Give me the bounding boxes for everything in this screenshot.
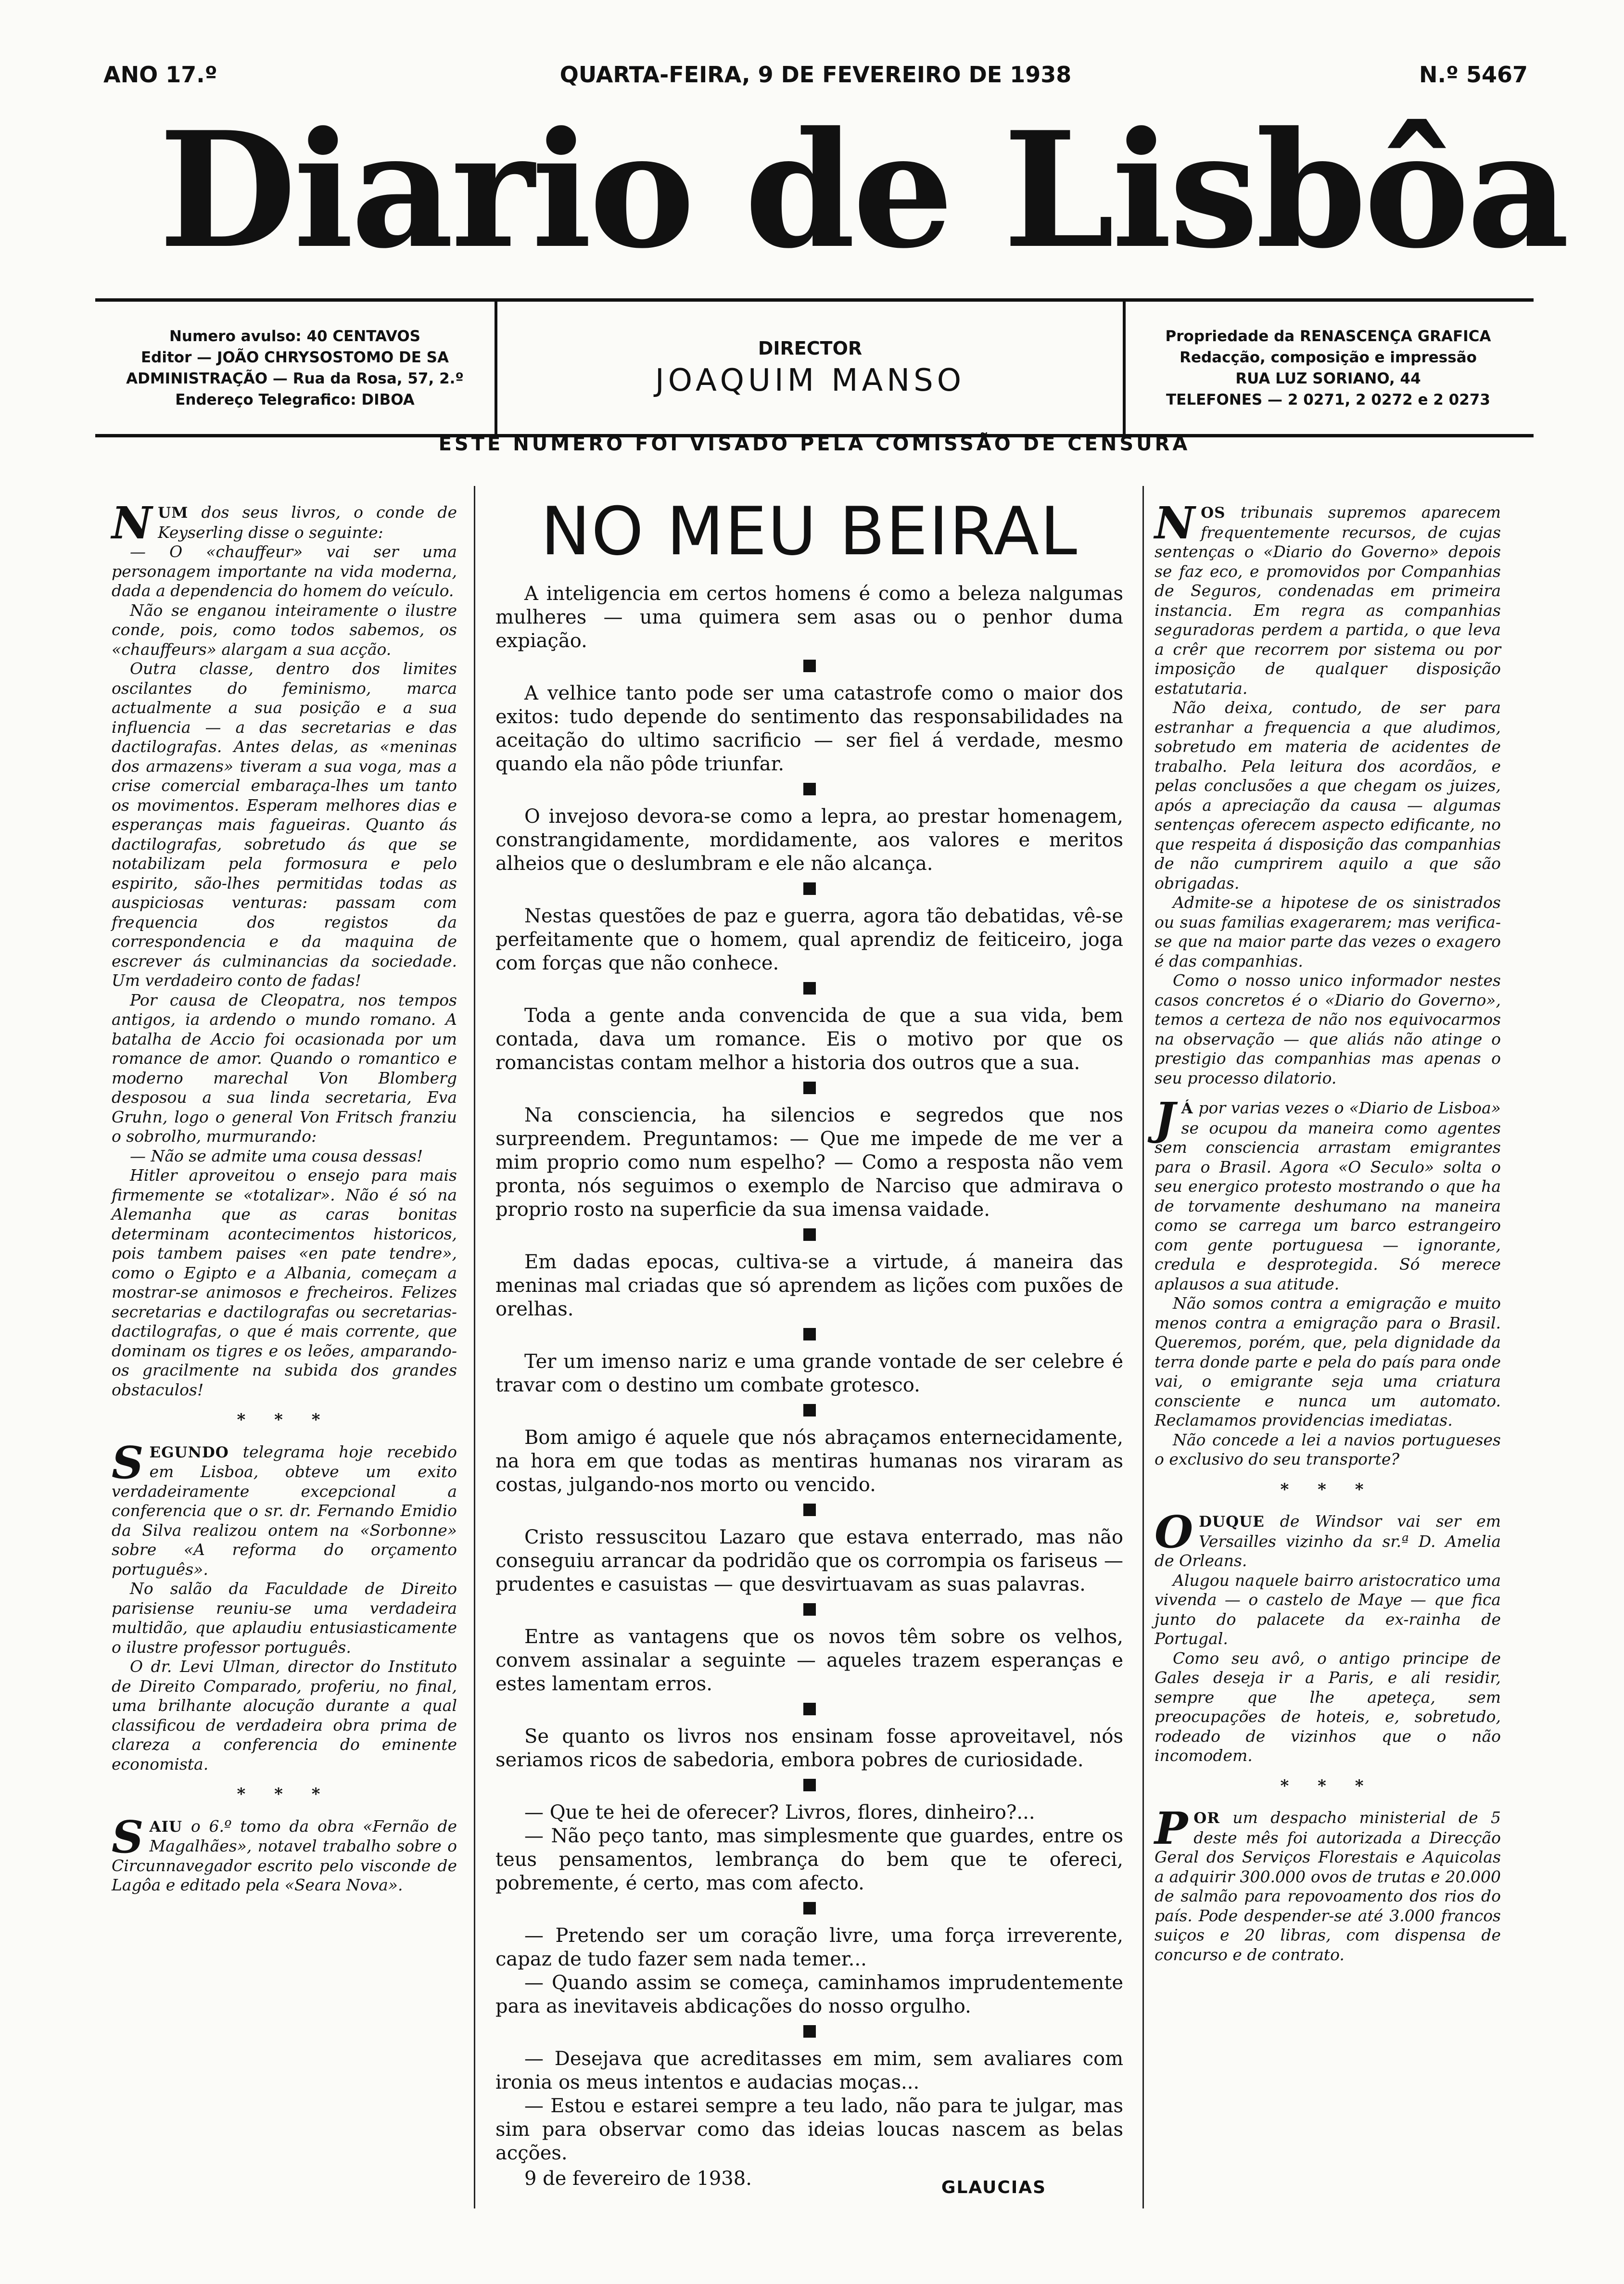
article-text: tribunais supremos aparecem frequentemente recursos, de cujas sentenças o «Diario do Governo» depois se faz eco, e promovidos por Companhias de Seguros, condenadas em primeira instancia. Em regra as companhias seguradoras perdem a partida, o que leva a crêr que recorrem por sistema ou por imposição de qualquer disposição estatutaria.: [1155, 503, 1501, 698]
square-separator: [803, 1404, 816, 1416]
production-line: Redacção, composição e impressão: [1180, 348, 1477, 366]
paragraph: O dr. Levi Ulman, director do Instituto de Direito Comparado, proferiu, no final, uma brilhante alocução durante a qual classificou de verdadeira obra prima de clareza a conferencia do eminente economista.: [112, 1657, 457, 1774]
lead-word: UM: [158, 504, 189, 522]
lead-word: AIU: [149, 1818, 183, 1836]
section-separator: * * *: [237, 1785, 332, 1804]
square-separator: [803, 1082, 816, 1094]
paragraph: — Não se admite uma cousa dessas!: [130, 1146, 423, 1165]
article-text: dos seus livros, o conde de Keyserling disse o seguinte:: [158, 503, 457, 542]
director-name: JOAQUIM MANSO: [655, 362, 965, 398]
phones-line: TELEFONES — 2 0271, 2 0272 e 2 0273: [1166, 391, 1490, 408]
censorship-notice: ESTE NUMERO FOI VISADO PELA COMISSÃO DE CENSURA: [438, 433, 1191, 455]
article-text: por varias vezes o «Diario de Lisboa» se ocupou da maneira como agentes sem consciencia arrastam emigrantes para o Brasil. Agora «O Seculo» solta o seu energico protesto mostrando o que ha de torvamente deshumano na maneira como se carrega um barco estrangeiro com gente portuguesa — ignorante, credula e desprotegida. Só merece aplausos a sua atitude.: [1155, 1098, 1501, 1293]
article-magalhaes: [112, 1811, 457, 1895]
article-trutas: [1155, 1802, 1501, 1965]
column-divider: [474, 486, 475, 2208]
left-column: [112, 497, 457, 1895]
paragraph: Admite-se a hipotese de os sinistrados ou suas familias exagerarem; mas verifica-se que na maior parte das vezes o exagero é das companhias.: [1155, 893, 1501, 970]
issue-date: QUARTA-FEIRA, 9 DE FEVEREIRO DE 1938: [559, 62, 1072, 88]
dialogue-line: — Pretendo ser um coração livre, uma força irreverente, capaz de tudo fazer sem nada temer...: [495, 1925, 1123, 1970]
dialogue-line: — Desejava que acreditasses em mim, sem avaliares com ironia os meus intentos e audacias moças...: [495, 2048, 1123, 2093]
square-separator: [803, 1603, 816, 1616]
administration-line: ADMINISTRAÇÃO — Rua da Rosa, 57, 2.º: [126, 370, 464, 387]
publisher-info-box: [1123, 302, 1534, 434]
paragraph: Como o nosso unico informador nestes casos concretos é o «Diario do Governo», temos a certeza de não nos equivocarmos na observação — que aliás não atinge o prestigio das companhias mas apenas o seu processo dilatorio.: [1155, 971, 1501, 1087]
lead-word: EGUNDO: [149, 1443, 229, 1461]
issue-number: N.º 5467: [1419, 62, 1528, 88]
drop-cap: N: [1155, 497, 1195, 549]
square-separator: [803, 1328, 816, 1340]
paragraph: Não se enganou inteiramente o ilustre conde, pois, como todos sabemos, os «chauffeurs» alargam a sua acção.: [112, 600, 457, 659]
article-windsor: [1155, 1506, 1501, 1766]
section-separator: * * *: [1280, 1480, 1375, 1499]
lead-word: OR: [1193, 1810, 1220, 1827]
paragraph: Não deixa, contudo, de ser para estranhar a frequencia a que aludimos, sobretudo em materia de acidentes de trabalho. Pela leitura dos acordãos, e pelas conclusões a que chegam os juizes, após a apreciação da causa — algumas sentenças oferecem aspecto edificante, no que respeita á disposição das companhias de não cumprirem aquilo a que são obrigadas.: [1155, 698, 1501, 893]
lead-word: Á: [1181, 1100, 1193, 1117]
article-sorbonne: [112, 1436, 457, 1774]
square-separator: [803, 982, 816, 995]
aphorism: Toda a gente anda convencida de que a sua vida, bem contada, dava um romance. Eis o motivo por que os romancistas contam melhor a historia dos outros que a sua.: [495, 1005, 1123, 1074]
square-separator: [803, 2025, 816, 2038]
masthead-info-bar: [95, 298, 1534, 437]
editor-line: Editor — JOÃO CHRYSOSTOMO DE SA: [140, 348, 449, 366]
ownership-line: Propriedade da RENASCENÇA GRAFICA: [1165, 327, 1491, 345]
paragraph: No salão da Faculdade de Direito parisiense reuniu-se uma verdadeira multidão, que aplaudiu entusiasticamente o ilustre professor português.: [112, 1579, 457, 1657]
square-separator: [803, 1504, 816, 1516]
aphorism: Ter um imenso nariz e uma grande vontade de ser celebre é travar com o destino um combate grotesco.: [495, 1351, 1123, 1396]
drop-cap: J: [1155, 1093, 1176, 1145]
paragraph: Como seu avô, o antigo principe de Gales deseja ir a Paris, e ali residir, sempre que lhe apeteça, sem preocupações de hoteis, e, sobretudo, rodeado de vizinhos que o não incomodem.: [1155, 1648, 1501, 1765]
lead-word: OS: [1201, 504, 1226, 522]
drop-cap: S: [112, 1811, 144, 1863]
drop-cap: N: [112, 497, 152, 549]
article-title: NO MEU BEIRAL: [541, 493, 1078, 570]
paragraph: Não somos contra a emigração e muito menos contra a emigração para o Brasil. Queremos, porém, que, pela dignidade da terra donde parte e pela do país para onde vai, o emigrante seja uma criatura consciente e nunca um automato. Reclamamos providencias imediatas.: [1155, 1294, 1501, 1429]
section-separator: * * *: [237, 1410, 332, 1429]
dialogue-line: — Estou e estarei sempre a teu lado, não para te julgar, mas sim para observar como das ideias loucas nascem as belas acções.: [495, 2095, 1123, 2164]
author-signature: GLAUCIAS: [941, 2178, 1046, 2197]
dialogue-line: — Quando assim se começa, caminhamos imprudentemente para as inevitaveis abdicações do nosso orgulho.: [495, 1972, 1123, 2017]
aphorism: A inteligencia em certos homens é como a beleza nalgumas mulheres — uma quimera sem asas ou o penhor duma expiação.: [495, 583, 1123, 652]
square-separator: [803, 1228, 816, 1241]
paragraph: Alugou naquele bairro aristocratico uma vivenda — o castelo de Maye — que fica junto do palacete da ex-rainha de Portugal.: [1155, 1570, 1501, 1648]
lead-word: DUQUE: [1199, 1513, 1265, 1531]
price-line: Numero avulso: 40 CENTAVOS: [169, 327, 421, 345]
article-text: o 6.º tomo da obra «Fernão de Magalhães», notavel trabalho sobre o Circunnavegador escrito pelo visconde de Lagôa e editado pela «Seara Nova».: [112, 1816, 457, 1894]
square-separator: [803, 660, 816, 672]
aphorism: O invejoso devora-se como a lepra, ao prestar homenagem, constrangidamente, mordidamente, aos valores e meritos alheios que o deslumbram e ele não alcança.: [495, 805, 1123, 875]
paragraph: Por causa de Cleopatra, nos tempos antigos, ia ardendo o mundo romano. A batalha de Accio foi ocasionada por um romance de amor. Quando o romantico e moderno marechal Von Blomberg desposou a sua linda secretaria, Eva Gruhn, logo o general Von Fritsch franziu o sobrolho, murmurando:: [112, 990, 457, 1146]
director-box: [495, 302, 1126, 434]
paragraph: Outra classe, dentro dos limites oscilantes do feminismo, marca actualmente a sua posição e a sua influencia — a das secretarias e das dactilografas. Antes delas, as «meninas dos armazens» tiveram a sua voga, mas a crise comercial embaraça-lhes um tanto os movimentos. Esperam melhores dias e esperanças mais fagueiras. Quanto ás dactilografas, sobretudo ás que se notabilizam pela formosura e pelo espirito, são-lhes permitidas todas as auspiciosas venturas: passam com frequencia dos registos da correspondencia e da maquina de escrever ás culminancias da sociedade. Um verdadeiro conto de fadas!: [112, 659, 457, 990]
article-emigrantes: [1155, 1093, 1501, 1469]
aphorism: Em dadas epocas, cultiva-se a virtude, á maneira das meninas mal criadas que só aprendem as lições com puxões de orelhas.: [495, 1251, 1123, 1320]
square-separator: [803, 1902, 816, 1914]
spacer: [1155, 1088, 1501, 1098]
paragraph: Não concede a lei a navios portugueses o exclusivo do seu transporte?: [1155, 1430, 1501, 1468]
drop-cap: O: [1155, 1506, 1193, 1558]
aphorism: Bom amigo é aquele que nós abraçamos enternecidamente, na hora em que todas as mentiras humanas nos viraram as costas, julgando-nos morto ou vencido.: [495, 1427, 1123, 1496]
article-text: de Windsor vai ser em Versailles vizinho da sr.ª D. Amelia de Orleans.: [1155, 1512, 1501, 1570]
address-line: RUA LUZ SORIANO, 44: [1235, 370, 1421, 387]
dateline-block: [495, 2167, 1123, 2197]
article-text: um despacho ministerial de 5 deste mês foi autorizada a Direcção Geral dos Serviços Florestais e Aquicolas a adquirir 300.000 ovos de trutas e 20.000 de salmão para repovoamento dos rios do país. Pode despender-se até 3.000 francos suiços e 20 libras, com dispensa de concurso e de contrato.: [1155, 1808, 1501, 1964]
aphorism: Se quanto os livros nos ensinam fosse aproveitavel, nós seriamos ricos de sabedoria, embora pobres de curiosidade.: [495, 1725, 1123, 1771]
year-label: ANO 17.º: [103, 62, 217, 88]
square-separator: [803, 1779, 816, 1791]
date-line: [103, 62, 1528, 95]
article-chauffeurs: [112, 497, 457, 1400]
section-separator: * * *: [1280, 1776, 1375, 1796]
director-label: DIRECTOR: [758, 337, 863, 359]
aphorism: Nestas questões de paz e guerra, agora tão debatidas, vê-se perfeitamente que o homem, qual aprendiz de feiticeiro, joga com forças que não conhece.: [495, 905, 1123, 974]
telegraph-line: Endereço Telegrafico: DIBOA: [175, 391, 415, 408]
aphorism: A velhice tanto pode ser uma catastrofe como o maior dos exitos: tudo depende do sentimento das responsabilidades na aceitação do ultimo sacrificio — ser fiel á verdade, mesmo quando ela não pôde triunfar.: [495, 682, 1123, 775]
drop-cap: S: [112, 1436, 144, 1489]
square-separator: [803, 882, 816, 895]
admin-info-box: [95, 302, 495, 434]
article-text: telegrama hoje recebido em Lisboa, obteve um exito verdadeiramente excepcional a conferencia que o sr. dr. Fernando Emidio da Silva realizou ontem na «Sorbonne» sobre «A reforma do orçamento português».: [112, 1442, 457, 1579]
dialogue-line: — Não peço tanto, mas simplesmente que guardes, entre os teus pensamentos, lembrança do bem que te ofereci, pobremente, é certo, mas com afecto.: [495, 1825, 1123, 1894]
article-date: 9 de fevereiro de 1938.: [524, 2168, 752, 2190]
right-column: [1155, 497, 1501, 1965]
square-separator: [803, 1703, 816, 1715]
drop-cap: P: [1155, 1802, 1188, 1854]
aphorism: Na consciencia, ha silencios e segredos que nos surpreendem. Preguntamos: — Que me impede de me ver a mim proprio como num espelho? — Como a resposta não vem pronta, nós seguimos o exemplo de Narciso que admirava o proprio rosto na superficie da sua imensa vaidade.: [495, 1104, 1123, 1221]
dialogue-line: — Que te hei de oferecer? Livros, flores, dinheiro?...: [524, 1801, 1035, 1824]
article-tribunais: [1155, 497, 1501, 1088]
paragraph: Hitler aproveitou o ensejo para mais firmemente se «totalizar». Não é só na Alemanha que as caras bonitas determinam acontecimentos historicos, pois tambem paises «en pate tendre», como o Egipto e a Albania, começam a mostrar-se animosos e frecheiros. Felizes secretarias e dactilografas ou secretarias-dactilografas, o que é mais corrente, que dominam os tigres e os leões, amparando-os gracilmente na subida dos grandes obstaculos!: [112, 1166, 457, 1399]
column-divider: [1142, 486, 1144, 2208]
aphorism: Cristo ressuscitou Lazaro que estava enterrado, mas não conseguiu arrancar da podridão que os corrompia os fariseus — prudentes e casuistas — que desvirtuavam as suas palavras.: [495, 1526, 1123, 1595]
paragraph: — O «chauffeur» vai ser uma personagem importante na vida moderna, dada a dependencia do homem do veículo.: [112, 542, 457, 600]
aphorism: Entre as vantagens que os novos têm sobre os velhos, convem assinalar a seguinte — aqueles trazem esperanças e estes lamentam erros.: [495, 1626, 1123, 1695]
newspaper-logo: Diario de Lisbôa: [159, 97, 1567, 283]
center-column: [495, 493, 1123, 2197]
square-separator: [803, 783, 816, 795]
